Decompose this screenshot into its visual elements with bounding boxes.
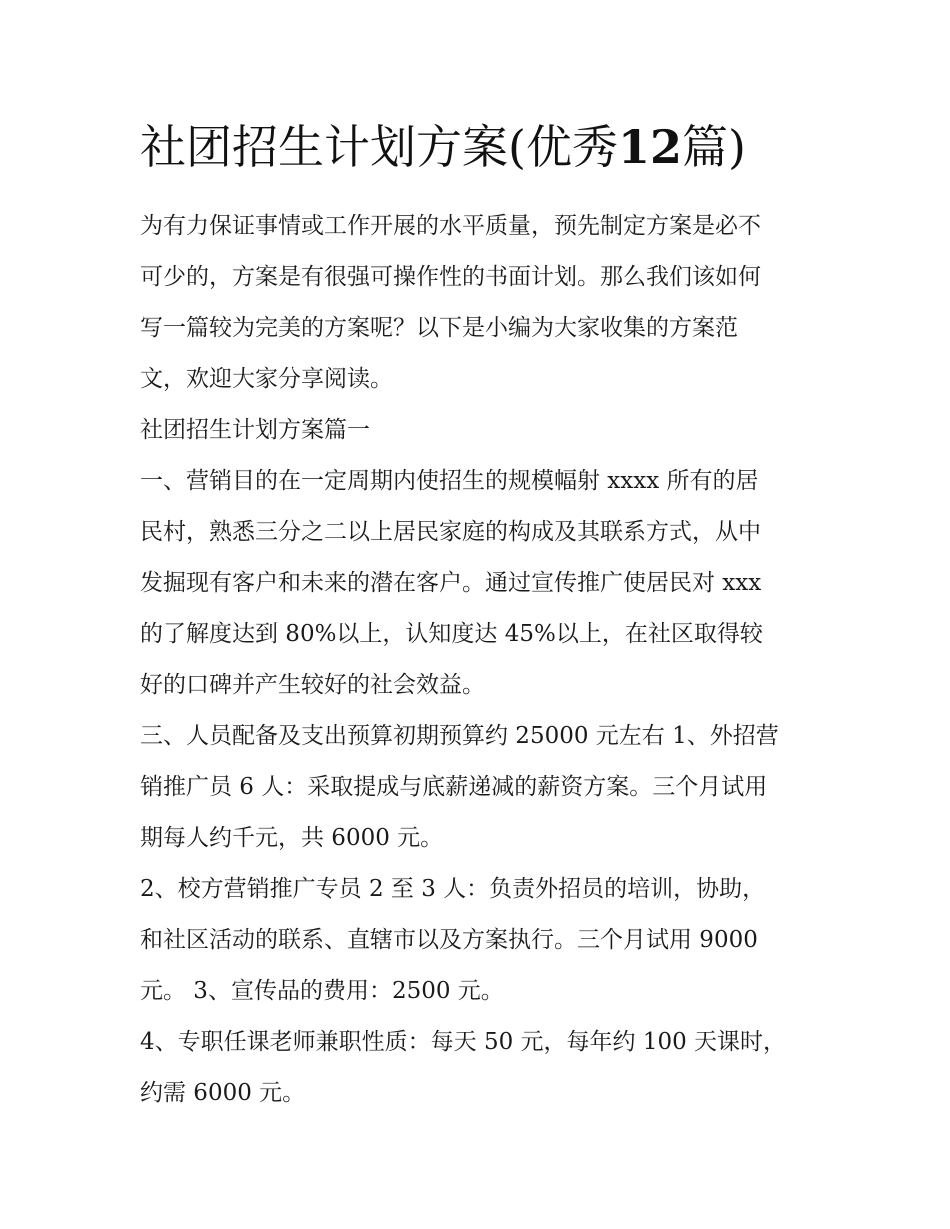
text-line: 三、人员配备及支出预算初期预算约 25000 元左右 1、外招营	[140, 723, 779, 749]
text-line: 一、营销目的在一定周期内使招生的规模幅射 xxxx 所有的居	[140, 468, 759, 494]
title-number: 12	[617, 120, 682, 174]
text-line: 4、专职任课老师兼职性质：每天 50 元，每年约 100 天课时，	[140, 1029, 787, 1055]
text-line: 和社区活动的联系、直辖市以及方案执行。三个月试用 9000	[140, 927, 758, 953]
text-line: 为有力保证事情或工作开展的水平质量，预先制定方案是必不	[140, 213, 761, 239]
title-prefix: 社团招生计划方案(优秀	[140, 120, 618, 174]
document-body	[140, 201, 830, 1119]
text-line: 写一篇较为完美的方案呢？以下是小编为大家收集的方案范	[140, 315, 738, 341]
text-line: 的了解度达到 80%以上，认知度达 45%以上，在社区取得较	[140, 621, 763, 647]
title-suffix: 篇)	[681, 120, 746, 174]
text-line: 民村，熟悉三分之二以上居民家庭的构成及其联系方式，从中	[140, 519, 761, 545]
text-line: 发掘现有客户和未来的潜在客户。通过宣传推广使居民对 xxx	[140, 570, 762, 596]
text-line: 2、校方营销推广专员 2 至 3 人：负责外招员的培训，协助，	[140, 876, 766, 902]
section-heading: 社团招生计划方案篇一	[140, 417, 370, 443]
text-line: 销推广员 6 人：采取提成与底薪递减的薪资方案。三个月试用	[140, 774, 768, 800]
text-line: 文，欢迎大家分享阅读。	[140, 366, 393, 392]
text-line: 可少的，方案是有很强可操作性的书面计划。那么我们该如何	[140, 264, 761, 290]
text-line: 约需 6000 元。	[140, 1080, 306, 1106]
document-title	[140, 118, 840, 176]
text-line: 好的口碑并产生较好的社会效益。	[140, 672, 485, 698]
text-line: 期每人约千元，共 6000 元。	[140, 825, 444, 851]
text-line: 元。 3、宣传品的费用：2500 元。	[140, 978, 504, 1004]
